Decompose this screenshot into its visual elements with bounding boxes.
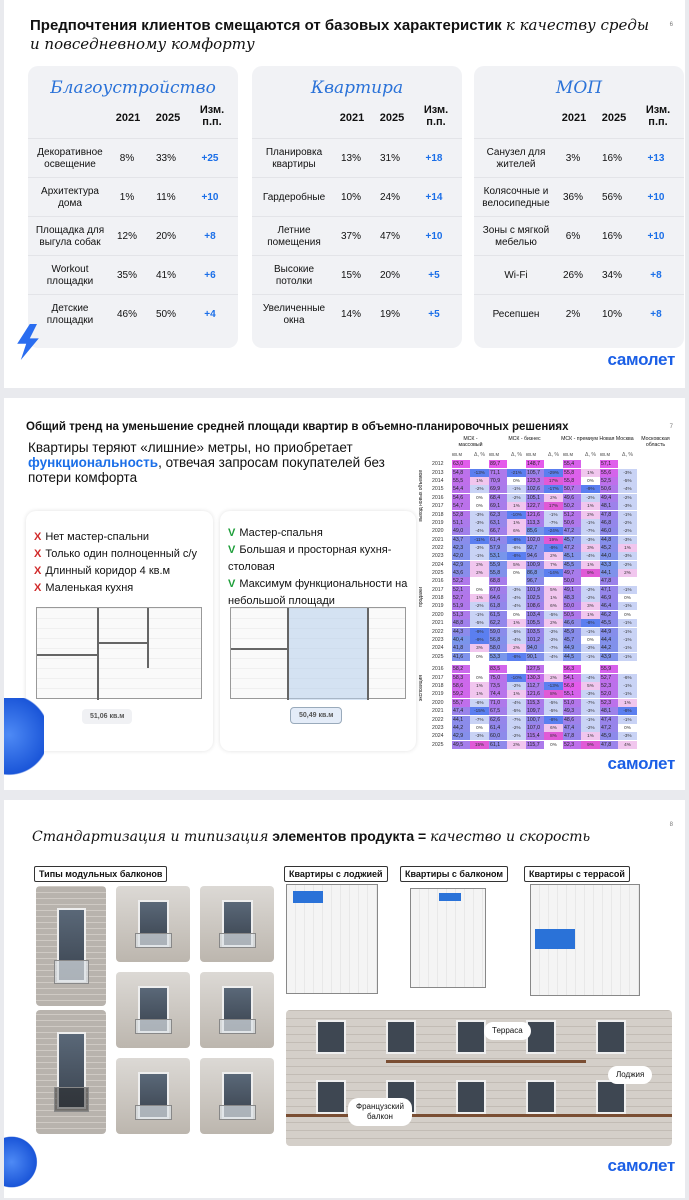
col-delta: Изм. п.п. [199, 104, 225, 128]
area-label-old: 51,06 кв.м [82, 709, 132, 724]
table-row: 2023 42,0 -1% 53,1 -8% 94,6 2% 45,1 -4% 44,0 -3% [432, 552, 678, 560]
slide-title: Предпочтения клиентов смещаются от базовых характеристик к качеству среды и повседневному комфорту [30, 16, 650, 53]
group-new-supply [418, 460, 678, 577]
table-row: 2022 44,1 -7% 62,6 -7% 100,7 -8% 48,6 -1% 47,4 -1% [432, 715, 678, 723]
table-row: 2017 52,1 0% 67,0 -3% 101,9 5% 49,1 -2% 47,1 -1% [432, 585, 678, 593]
floor-plan-old [36, 607, 202, 699]
table-row: Высокие потолки 15% 20% +5 [252, 255, 462, 294]
table-row: Увеличенные окна 14% 19% +5 [252, 294, 462, 333]
table-header: МСК - массовый МСК - бизнес МСК - премиум Новая Москва Московская область [458, 436, 670, 448]
table-row: 2015 54,4 -2% 69,9 -1% 102,6 -17% 50,7 -9% 50,6 -4% [432, 485, 678, 493]
table-row: 2019 51,9 -2% 61,8 -4% 108,6 6% 50,0 3% 46,4 -1% [432, 602, 678, 610]
table-row: 2016 52,2 68,8 96,7 50,0 47,8 [432, 577, 678, 585]
table-row: Зоны с мягкой мебелью 6% 16% +10 [474, 216, 684, 255]
table-row: 2024 42,9 2% 55,9 5% 100,9 7% 45,5 1% 43,3 -2% [432, 561, 678, 569]
table-row: Ресепшен 2% 10% +8 [474, 294, 684, 333]
col-2025: 2025 [379, 112, 405, 124]
tag-modular-balconies: Типы модульных балконов [34, 866, 167, 882]
balcony-photo [200, 886, 274, 962]
wave-decor [4, 1130, 38, 1194]
con-item: X Маленькая кухня [34, 582, 134, 594]
table-row: 2024 42,9 -3% 60,0 -2% 115,4 8% 47,8 1% 45,9 -3% [432, 732, 678, 740]
table-row: 2018 52,7 1% 64,6 -4% 102,5 1% 48,3 -2% 46,9 0% [432, 594, 631, 601]
tag-balcony: Квартиры с балконом [400, 866, 508, 882]
balcony-photo [200, 1058, 274, 1134]
table-row: 2025 41,6 0% 53,3 -8% 90,1 -4% 44,5 -1% 43,9 -1% [432, 653, 678, 661]
samolet-logo: самолет [607, 754, 675, 773]
card-title: МОП [555, 78, 603, 98]
units-row: кв.м Δ, % кв.м Δ, % кв.м Δ, % кв.м Δ, % кв.м Δ, % [452, 452, 633, 458]
wave-decor [4, 698, 44, 790]
table-row: 2021 43,7 -11% 61,4 -8% 102,0 19% 45,7 -3% 44,8 -3% [432, 536, 678, 544]
slide-preferences [4, 0, 685, 388]
table-row: Летние помещения 37% 47% +10 [252, 216, 462, 255]
plan-balcony [410, 888, 486, 988]
col-2025: 2025 [155, 112, 181, 124]
balcony-photo [116, 886, 190, 962]
table-row: Колясочные и велосипедные 36% 56% +10 [474, 177, 684, 216]
pro-item: V Большая и просторная кухня-столовая [228, 544, 392, 573]
table-row: 2024 41,8 3% 58,0 2% 94,0 -7% 44,9 -2% 44,2 -1% [432, 644, 678, 652]
balcony-photo [200, 972, 274, 1048]
card-apartment [252, 66, 462, 348]
page-number: 6 [669, 22, 673, 28]
table-row: 2022 44,3 -9% 59,0 -5% 103,5 -2% 45,9 -1% 44,9 -1% [432, 627, 678, 635]
table-row: 2016 54,6 0% 68,4 -2% 105,1 2% 49,6 -2% 49,4 -2% [432, 494, 678, 502]
table-row: 2020 51,3 -1% 61,5 0% 103,4 -5% 50,5 1% 46,2 0% [432, 611, 631, 618]
balcony-photo [36, 886, 106, 1006]
table-row: 2012 63,0 89,7 148,7 55,4 57,1 [432, 460, 678, 468]
plan-terrace [530, 884, 640, 996]
col-2021: 2021 [561, 112, 587, 124]
table-row: 2017 54,7 0% 69,1 1% 122,7 17% 50,2 1% 48,1 -3% [432, 502, 678, 510]
con-item: X Нет мастер-спальни [34, 531, 150, 543]
table-row: Декоративное освещение 8% 33% +25 [28, 138, 238, 177]
table-row: 2018 52,8 -3% 62,3 -10% 121,6 -1% 51,2 2% 47,8 -1% [432, 510, 678, 518]
con-item: X Только один полноценный с/у [34, 548, 197, 560]
group-sales [418, 577, 678, 661]
table-row: 2014 55,5 1% 70,9 0% 123,3 17% 55,8 0% 52,5 -5% [432, 477, 678, 485]
table-row: 2023 40,4 -9% 56,8 -4% 101,2 -2% 45,7 0% 44,4 -1% [432, 636, 678, 644]
table-row: Гардеробные 10% 24% +14 [252, 177, 462, 216]
group-label: выход новых объемов [418, 470, 424, 522]
col-2021: 2021 [339, 112, 365, 124]
pro-item: V Мастер-спальня [228, 527, 323, 539]
group-exposure [418, 665, 678, 749]
balcony-photo [116, 1058, 190, 1134]
group-label: экспозиция [418, 675, 424, 702]
page-number: 8 [669, 822, 673, 828]
tag-terrace: Квартиры с террасой [524, 866, 630, 882]
table-row: 2022 42,3 -3% 57,9 -6% 92,7 -9% 47,2 3% 45,2 1% [432, 544, 678, 552]
card-common-areas [474, 66, 684, 348]
con-item: X Длинный коридор 4 кв.м [34, 565, 171, 577]
group-label: продажи [418, 587, 424, 607]
area-label-new: 50,49 кв.м [290, 707, 342, 724]
samolet-logo: самолет [607, 1156, 675, 1175]
pro-item: V Максимум функциональности на небольшой площади [228, 578, 408, 607]
balcony-photo [36, 1010, 106, 1134]
table-row: 2020 49,0 -4% 66,7 6% 85,6 -24% 47,2 -7% 46,0 -2% [432, 527, 678, 535]
samolet-logo: самолет [607, 350, 675, 369]
table-row: 2016 58,2 83,5 127,5 56,3 55,9 [432, 665, 678, 673]
floor-plan-new [230, 607, 406, 699]
table-row: 2021 47,4 -15% 67,5 -5% 109,7 -5% 49,3 -3% 48,1 -8% [432, 707, 678, 715]
new-plan-card [220, 511, 416, 751]
table-row: Архитектура дома 1% 11% +10 [28, 177, 238, 216]
col-2025: 2025 [601, 112, 627, 124]
table-row: 2017 58,3 0% 75,0 -10% 130,3 2% 54,1 -4% 52,7 -6% [432, 673, 678, 681]
page-number: 7 [669, 424, 673, 430]
col-delta: Изм. п.п. [645, 104, 671, 128]
col-delta: Изм. п.п. [423, 104, 449, 128]
table-row: Санузел для жителей 3% 16% +13 [474, 138, 684, 177]
table-row: Площадка для выгула собак 12% 20% +8 [28, 216, 238, 255]
label-loggia: Лоджия [608, 1066, 652, 1084]
table-row: Wi-Fi 26% 34% +8 [474, 255, 684, 294]
slide-title: Общий тренд на уменьшение средней площади квартир в объемно-планировочных решениях [26, 421, 569, 433]
table-row: 2021 48,8 -5% 62,2 1% 105,5 2% 46,6 -8% 45,5 -1% [432, 619, 678, 627]
label-french-balcony: Французский балкон [348, 1098, 412, 1126]
table-row: 2025 49,5 15% 61,1 2% 115,7 0% 52,3 9% 47,8 4% [432, 741, 678, 749]
table-row: 2018 58,6 1% 73,5 -2% 112,7 -13% 56,8 5% 52,3 -1% [432, 682, 678, 690]
table-row: 2023 44,2 0% 61,4 -2% 107,0 6% 47,4 -2% 47,2 0% [432, 724, 631, 731]
table-row: 2019 59,2 1% 74,4 1% 121,6 8% 55,1 -3% 52,0 -1% [432, 690, 678, 698]
slide-area-trend [4, 398, 685, 790]
table-row: 2020 55,7 -6% 71,0 -4% 115,3 -5% 51,0 -7% 52,3 1% [432, 699, 678, 707]
table-row: 2025 43,6 2% 55,8 0% 86,8 -14% 49,7 9% 44,1 2% [432, 569, 678, 577]
table-row: Workout площадки 35% 41% +6 [28, 255, 238, 294]
plan-loggia [286, 884, 378, 994]
balcony-photo [116, 972, 190, 1048]
card-landscaping [28, 66, 238, 348]
col-2021: 2021 [115, 112, 141, 124]
card-title: Квартира [310, 78, 404, 98]
table-row: 2019 51,1 -3% 63,1 1% 113,3 -7% 50,6 -1% 46,8 -2% [432, 519, 678, 527]
table-row: Детские площадки 46% 50% +4 [28, 294, 238, 333]
old-plan-card [26, 511, 213, 751]
table-row: Планировка квартиры 13% 31% +18 [252, 138, 462, 177]
tag-loggia: Квартиры с лоджией [284, 866, 388, 882]
label-terrace: Терраса [484, 1022, 531, 1040]
slide-standardization [4, 800, 685, 1198]
table-row: 2013 54,8 -13% 71,1 -21% 105,7 -29% 55,8 1% 55,6 -3% [432, 468, 678, 476]
card-title: Благоустройство [50, 78, 216, 98]
slide-subtitle: Квартиры теряют «лишние» метры, но приобретает функциональность, отвечая запросам покупателей без потери комфорта [28, 440, 385, 485]
slide-title: Стандартизация и типизация элементов продукта = качество и скорость [32, 828, 591, 845]
